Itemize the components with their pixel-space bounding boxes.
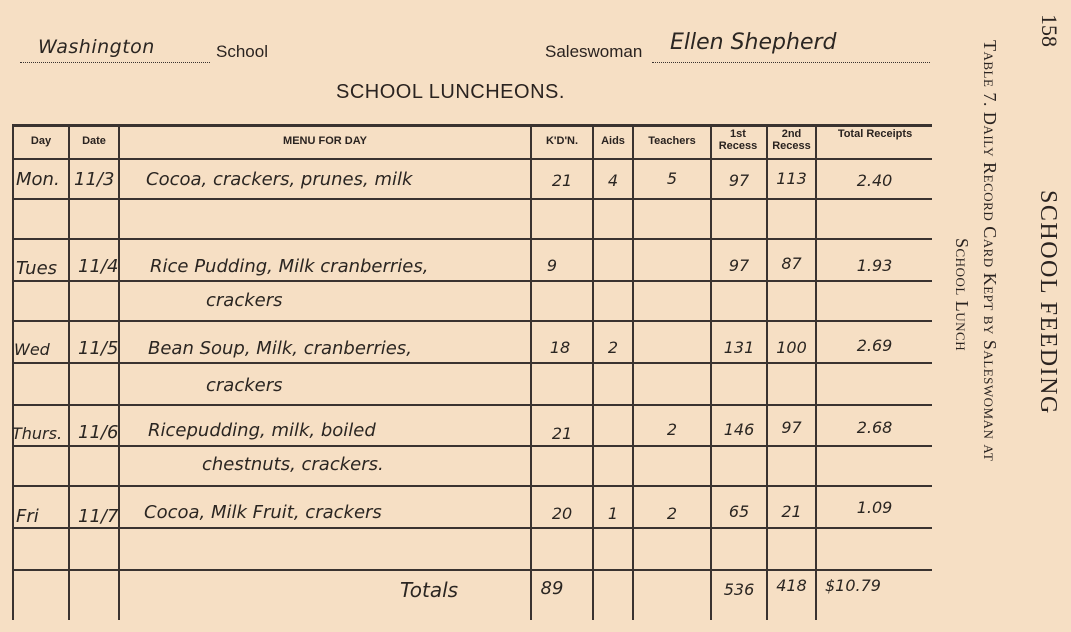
column-header-total-receipts: Total Receipts <box>837 128 913 140</box>
table-rule <box>632 124 634 620</box>
table-rule <box>12 198 932 200</box>
table-rule <box>12 320 932 322</box>
row-day: Fri <box>16 506 39 527</box>
running-head: SCHOOL FEEDING <box>1035 190 1061 415</box>
column-header-menu: MENU FOR DAY <box>283 135 367 147</box>
row-day: Wed <box>14 340 50 359</box>
table-rule <box>12 124 932 127</box>
table-rule <box>766 124 768 620</box>
column-header-1st-recess: 1st Recess <box>718 128 758 152</box>
row-1st-recess: 65 <box>728 502 750 521</box>
table-caption-line1: Table 7. Daily Record Card Kept by Saleswoman at <box>980 40 1000 462</box>
row-date: 11/7 <box>78 506 119 527</box>
column-header-kdn: K'D'N. <box>545 135 579 147</box>
row-menu: Rice Pudding, Milk cranberries, <box>150 256 429 277</box>
table-rule <box>12 280 932 282</box>
row-aids: 2 <box>607 338 619 357</box>
row-kdn: 21 <box>551 171 573 190</box>
row-teachers: 2 <box>666 420 678 439</box>
table-rule <box>68 124 70 620</box>
table-caption-line2: School Lunch <box>952 238 972 352</box>
row-day: Tues <box>16 258 58 279</box>
row-date: 11/6 <box>78 422 119 443</box>
row-2nd-recess: 113 <box>776 169 807 188</box>
row-menu-continued: crackers <box>206 375 283 396</box>
row-2nd-recess: 21 <box>781 502 802 521</box>
table-rule <box>12 158 932 160</box>
table-rule <box>12 569 932 571</box>
table-rule <box>12 527 932 529</box>
row-teachers: 5 <box>666 169 678 188</box>
column-header-aids: Aids <box>601 135 625 147</box>
row-date: 11/3 <box>74 169 115 190</box>
column-header-day: Day <box>30 135 52 147</box>
totals-kdn: 89 <box>540 578 564 599</box>
school-label: School <box>216 42 268 61</box>
row-menu-continued: crackers <box>206 290 283 311</box>
table-rule <box>12 124 14 620</box>
row-aids: 1 <box>607 504 619 523</box>
totals-receipts: $10.79 <box>825 576 881 595</box>
row-day: Mon. <box>16 169 60 190</box>
totals-label: Totals <box>400 578 459 602</box>
luncheon-table <box>12 124 932 620</box>
table-rule <box>12 445 932 447</box>
totals-1st-recess: 536 <box>723 580 755 599</box>
row-1st-recess: 146 <box>723 420 755 439</box>
row-total: 1.93 <box>856 256 893 275</box>
row-1st-recess: 97 <box>728 256 750 275</box>
table-rule <box>710 124 712 620</box>
row-2nd-recess: 100 <box>776 338 807 357</box>
row-date: 11/5 <box>78 338 119 359</box>
form-title: SCHOOL LUNCHEONS. <box>336 81 565 103</box>
saleswoman-label: Saleswoman <box>545 42 643 61</box>
row-total: 2.68 <box>856 418 893 437</box>
table-rule <box>12 362 932 364</box>
row-1st-recess: 97 <box>728 171 750 190</box>
totals-2nd-recess: 418 <box>776 576 807 595</box>
table-rule <box>592 124 594 620</box>
column-header-date: Date <box>82 135 106 147</box>
column-header-teachers: Teachers <box>648 135 696 147</box>
page-number: 158 <box>1037 14 1062 47</box>
row-menu: Ricepudding, milk, boiled <box>148 420 376 441</box>
row-total: 2.69 <box>856 336 893 355</box>
row-kdn: 20 <box>551 504 573 523</box>
row-kdn: 18 <box>549 338 571 357</box>
row-total: 2.40 <box>856 171 893 190</box>
row-1st-recess: 131 <box>723 338 755 357</box>
row-day: Thurs. <box>12 424 63 443</box>
table-rule <box>118 124 120 620</box>
row-date: 11/4 <box>78 256 119 277</box>
row-kdn: 21 <box>551 424 573 443</box>
column-header-2nd-recess: 2nd Recess <box>772 128 811 152</box>
table-rule <box>12 404 932 406</box>
row-2nd-recess: 87 <box>781 254 802 273</box>
table-rule <box>815 124 817 620</box>
table-rule <box>12 238 932 240</box>
saleswoman-name: Ellen Shepherd <box>670 30 837 55</box>
row-teachers: 2 <box>666 504 678 523</box>
row-kdn: 9 <box>546 256 558 275</box>
row-menu-continued: chestnuts, crackers. <box>202 454 384 475</box>
row-menu: Bean Soup, Milk, cranberries, <box>148 338 412 359</box>
row-total: 1.09 <box>856 498 893 517</box>
row-2nd-recess: 97 <box>781 418 802 437</box>
row-menu: Cocoa, Milk Fruit, crackers <box>144 502 382 523</box>
table-rule <box>530 124 532 620</box>
row-menu: Cocoa, crackers, prunes, milk <box>146 169 413 190</box>
table-rule <box>12 485 932 487</box>
row-aids: 4 <box>607 171 619 190</box>
school-name: Washington <box>38 36 155 58</box>
